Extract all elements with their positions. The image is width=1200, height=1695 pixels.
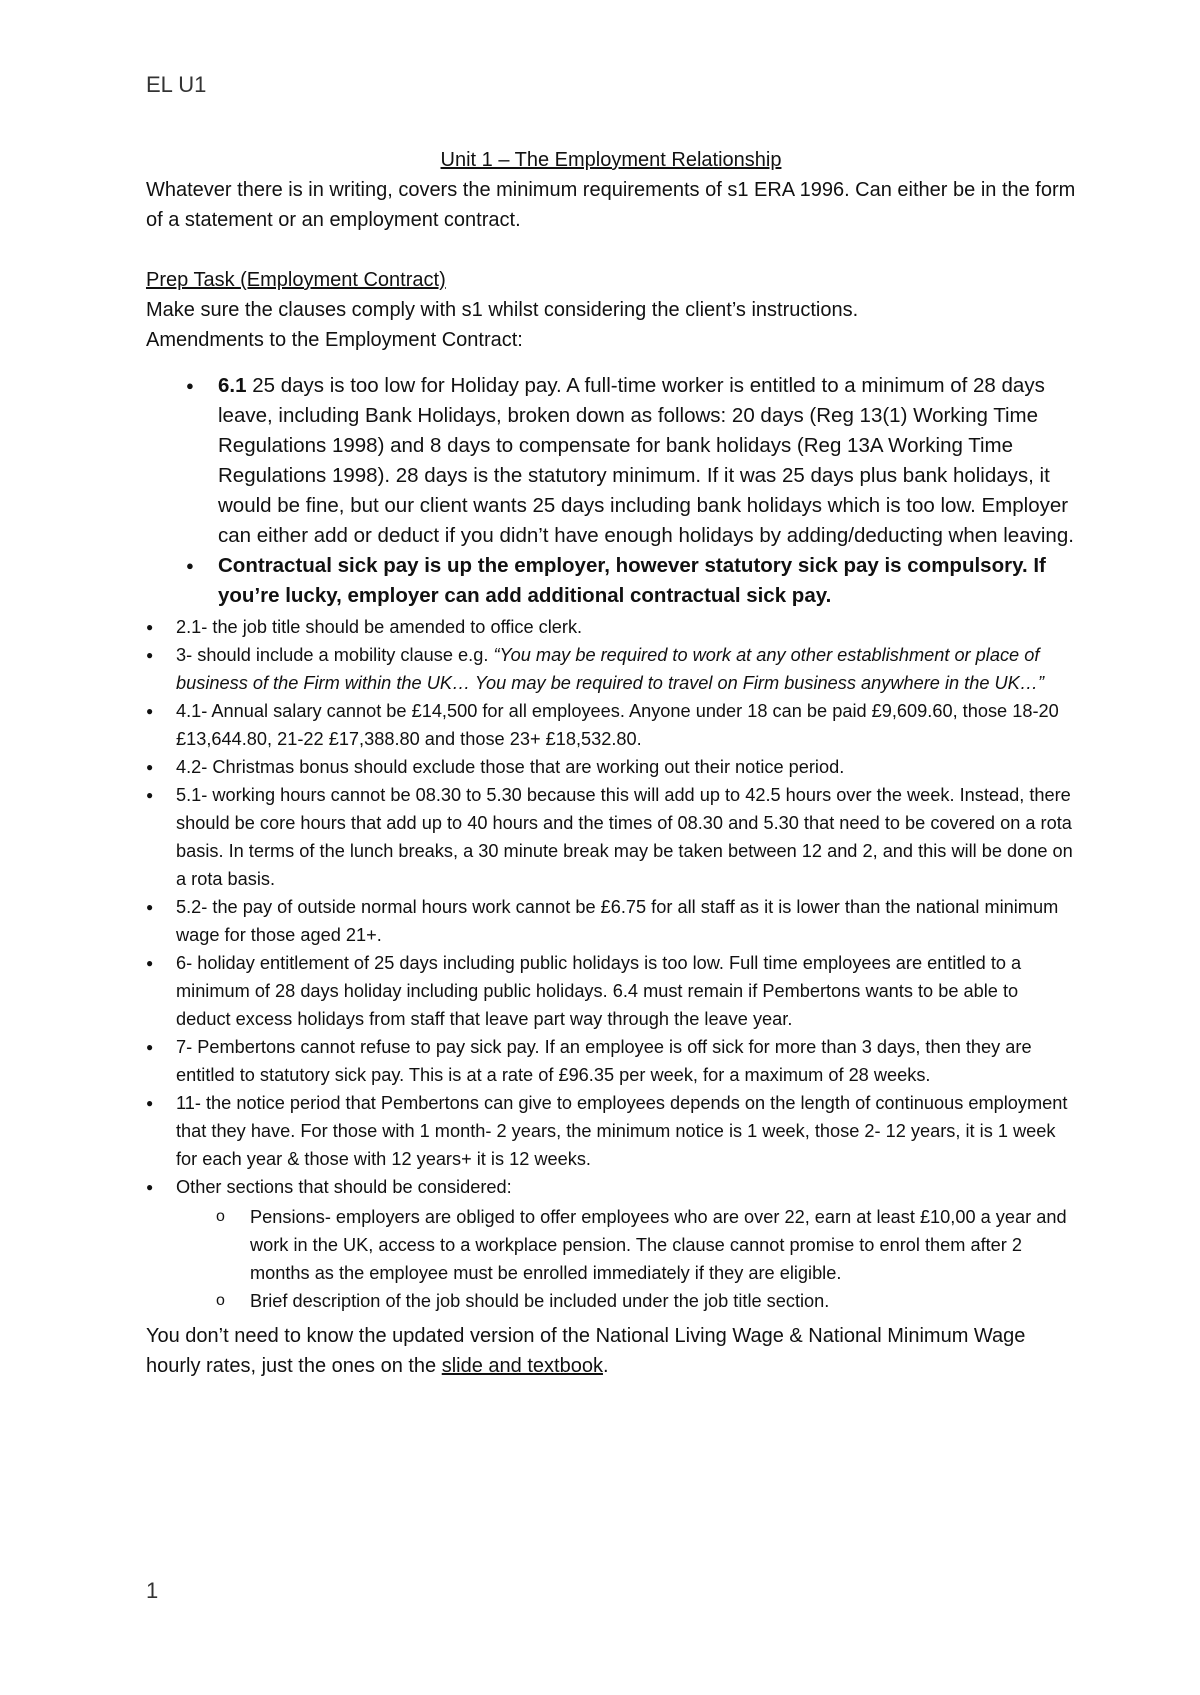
amendments-label: Amendments to the Employment Contract: (146, 329, 523, 351)
list-item (176, 1173, 1076, 1315)
clause-text: 25 days is too low for Holiday pay. A full-time worker is entitled to a minimum of 28 days leave, including Bank Holidays, broken down as follows: 20 days (Reg 13(1) Working Time Regulations 1998) and 8 days to compensate for bank holidays (Reg 13A Working Time Regulations 1998). 28 days is the statutory minimum. If it was 25 days plus bank holidays, it would be fine, but our client wants 25 days including bank holidays which is too low. Employer can either add or deduct if you didn’t have enough holidays by adding/deducting when leaving. (218, 374, 1074, 547)
clause-number: 6.1 (218, 374, 247, 397)
clause-text: 3- should include a mobility clause e.g. (176, 645, 494, 665)
closing-paragraph (146, 1321, 1076, 1381)
prep-instruction: Make sure the clauses comply with s1 whilst considering the client’s instructions. (146, 299, 859, 321)
list-item: ● 5.2- the pay of outside normal hours work cannot be £6.75 for all staff as it is lower than the national minimum wage for those aged 21+. (176, 893, 1076, 949)
list-item: ● Contractual sick pay is up the employer, however statutory sick pay is compulsory. If you’re lucky, employer can add additional contractual sick pay. (218, 551, 1076, 611)
prep-task-heading: Prep Task (Employment Contract) (146, 269, 446, 291)
document-body (146, 145, 1076, 1381)
list-item (218, 371, 1076, 551)
document-title: Unit 1 – The Employment Relationship (440, 149, 782, 171)
mobility-clause-quote: “You may be required to work at any other establishment or place of business of the Firm within the UK… You may be required to travel on Firm business anywhere in the UK…” (176, 645, 1044, 693)
list-item: ● 4.1- Annual salary cannot be £14,500 for all employees. Anyone under 18 can be paid £9,609.60, those 18-20 £13,644.80, 21-22 £17,388.80 and those 23+ £18,532.80. (176, 697, 1076, 753)
closing-text: You don’t need to know the updated version of the National Living Wage & National Minimum Wage hourly rates, just the ones on the (146, 1325, 1026, 1377)
list-item: ● 4.2- Christmas bonus should exclude those that are working out their notice period. (176, 753, 1076, 781)
page-number: 1 (146, 1578, 159, 1603)
clause-text: Other sections that should be considered: (176, 1177, 512, 1197)
list-item: ● 5.1- working hours cannot be 08.30 to 5.30 because this will add up to 42.5 hours over the week. Instead, there should be core hours that add up to 40 hours and the times of 08.30 and 5.30 that need to be covered on a rota basis. In terms of the lunch breaks, a 30 minute break may be taken between 12 and 2, and this will be done on a rota basis. (176, 781, 1076, 893)
list-item: ● 11- the notice period that Pembertons can give to employees depends on the length of continuous employment that they have. For those with 1 month- 2 years, the minimum notice is 1 week, those 2- 12 years, it is 1 week for each year & those with 12 years+ it is 12 weeks. (176, 1089, 1076, 1173)
primary-bullet-list (146, 371, 1076, 611)
list-item: o Pensions- employers are obliged to offer employees who are over 22, earn at least £10,00 a year and work in the UK, access to a workplace pension. The clause cannot promise to enrol them after 2 months as the employee must be enrolled immediately if they are eligible. (250, 1203, 1076, 1287)
list-item: ● 6- holiday entitlement of 25 days including public holidays is too low. Full time employees are entitled to a minimum of 28 days holiday including public holidays. 6.4 must remain if Pembertons wants to be able to deduct excess holidays from staff that leave part way through the leave year. (176, 949, 1076, 1033)
nested-bullet-list (176, 1203, 1076, 1315)
list-item: ● 7- Pembertons cannot refuse to pay sick pay. If an employee is off sick for more than 3 days, then they are entitled to statutory sick pay. This is at a rate of £96.35 per week, for a maximum of 28 weeks. (176, 1033, 1076, 1089)
slide-textbook-link[interactable]: slide and textbook (441, 1355, 603, 1377)
list-item (176, 641, 1076, 697)
list-item: o Brief description of the job should be included under the job title section. (250, 1287, 1076, 1315)
page-header: EL U1 (146, 72, 207, 97)
list-item: ● 2.1- the job title should be amended to office clerk. (176, 613, 1076, 641)
intro-paragraph: Whatever there is in writing, covers the minimum requirements of s1 ERA 1996. Can either be in the form of a statement or an employment contract. (146, 179, 1076, 231)
amendment-bullet-list (146, 613, 1076, 1315)
closing-period: . (602, 1355, 609, 1377)
